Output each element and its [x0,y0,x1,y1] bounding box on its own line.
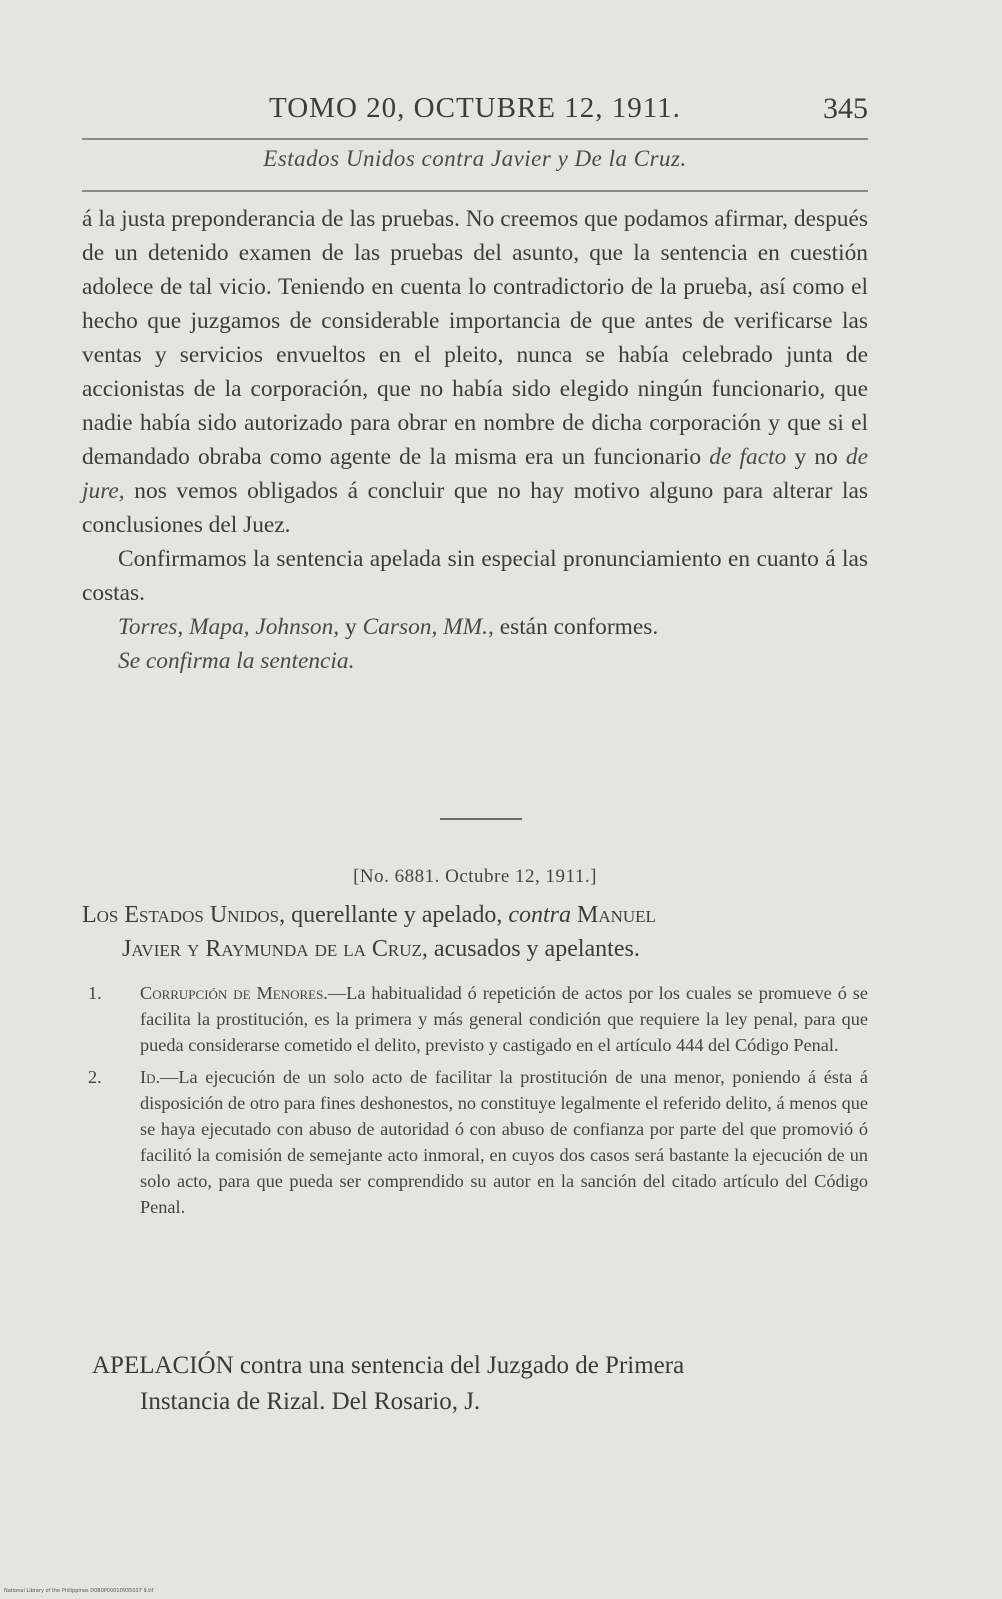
paragraph-1 [82,202,868,542]
contra-word: contra [508,902,571,928]
case-title [82,898,868,966]
header-rule-top [82,138,868,140]
syllabus-text: —La ejecución de un solo acto de facilitar la prostitución de una menor, poniendo á ésta á disposición de otro para fines deshonestos, no constituye legalmente el referido delito, á menos que se haya ejecutado con abuso de autoridad ó con abuso de confianza por parte del que promovió ó facilitó la comisión de semejante acto inmoral, en cuyos dos casos será bastante la ejecución de un solo acto, para que pueda ser comprendido su autor en la sanción del citado artículo del Código Penal. [140,1067,868,1217]
syllabus-item [88,980,868,1058]
paragraph-3 [82,610,868,644]
syllabus-number: 2. [88,1067,102,1087]
header-rule-bottom [82,190,868,192]
paragraph-1-text-a: á la justa preponderancia de las pruebas. No creemos que podamos afirmar, después de un detenido examen de las pruebas del asunto, que la sentencia en cuestión adolece de tal vicio. Teniendo en cuenta lo contradictorio de la prueba, así como el hecho que juzgamos de considerable importancia de que antes de verificarse las ventas y servicios envueltos en el pleito, nunca se había celebrado junta de accionistas de la corporación, que no había sido elegido ningún funcionario, que nadie había sido autorizado para obrar en nombre de dicha corporación y que si el demandado obraba como agente de la misma era un funcionario [82,206,868,470]
syllabus-heading: Id. [140,1067,161,1087]
case-title-line-2 [82,932,868,966]
syllabus-number: 1. [88,983,102,1003]
appeal-line-2: Instancia de Rizal. Del Rosario, J. [140,1388,481,1415]
defendant-first-name: Manuel [577,902,656,928]
justice-carson: Carson, MM., [362,614,494,640]
appeal-line-1: contra una sentencia del Juzgado de Primera [239,1352,685,1379]
appeal-label: APELACIÓN [92,1352,234,1379]
paragraph-1-text-c: nos vemos obligados á concluir que no hay motivo alguno para alterar las conclusiones del Juez. [82,478,868,538]
case-number: [No. 6881. Octubre 12, 1911.] [353,866,597,887]
syllabus-text: —La habitualidad ó repetición de actos por los cuales se promueve ó se facilita la prostitución, es la primera y más general condición que requiere la ley penal, para que pueda considerarse cometido el delito, previsto y castigado en el artículo 444 del Código Penal. [140,983,868,1055]
page-header [82,86,868,132]
phrase-de-facto: de facto [709,444,787,470]
section-separator [440,818,522,820]
phrase-de-jure: de jure, [82,444,868,504]
paragraph-1-text-b: y no [794,444,838,470]
body-text [82,202,868,678]
appeal-statement [92,1348,872,1420]
paragraph-4 [82,644,868,678]
conjunction: y [345,614,357,640]
defendant-role: acusados y apelantes. [433,936,640,962]
running-title: TOMO 20, OCTUBRE 12, 1911. [269,92,681,124]
plaintiff-name: Los Estados Unidos, [82,902,286,928]
paragraph-2: Confirmamos la sentencia apelada sin especial pronunciamiento en cuanto á las costas. [82,546,868,606]
page-number: 345 [823,92,868,125]
justices-names: Torres, Mapa, Johnson, [118,614,340,640]
case-subtitle: Estados Unidos contra Javier y De la Cruz. [263,146,687,171]
plaintiff-role: querellante y apelado, [291,902,503,928]
concurrence-text: están conformes. [499,614,659,640]
judgment-affirmed: Se confirma la sentencia. [118,648,355,674]
scan-footer: National Library of the Philippines D0B0P00010935037 9.tif [4,1588,154,1594]
syllabus-heading: Corrupción de Menores. [140,983,328,1003]
syllabus-item [88,1064,868,1220]
defendant-names: Javier y Raymunda de la Cruz, [122,936,428,962]
syllabus [88,980,868,1226]
